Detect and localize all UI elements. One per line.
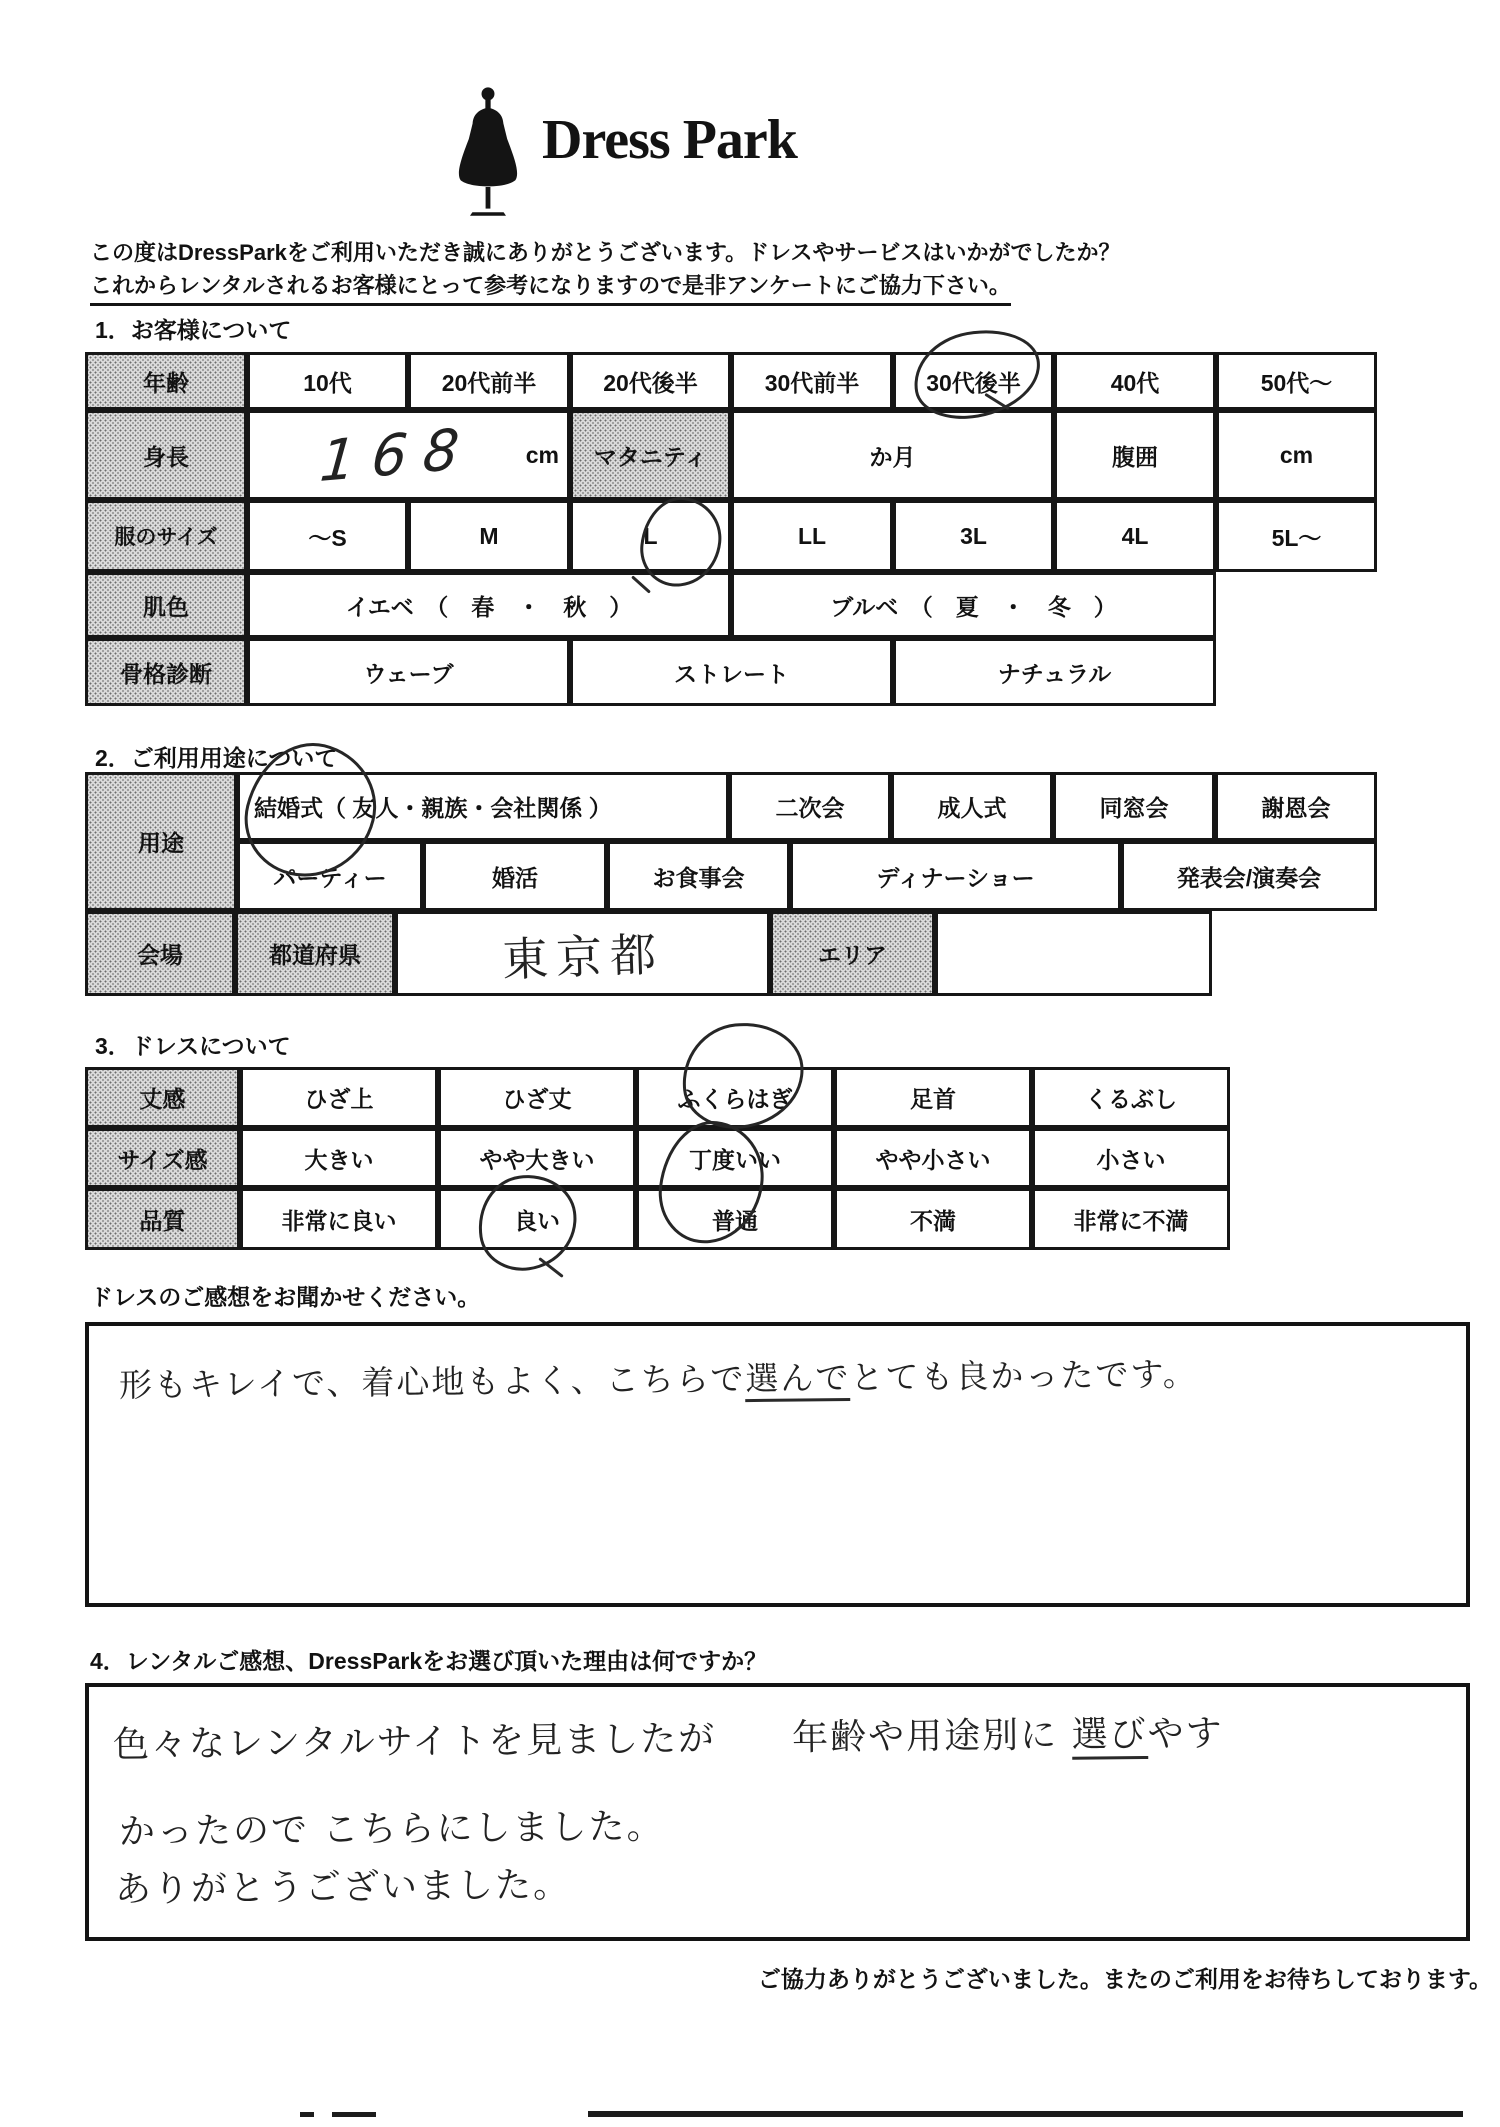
size-option-s: ～S bbox=[247, 500, 408, 572]
purpose-option-konkatsu: 婚活 bbox=[423, 841, 607, 911]
length-option-ankle: 足首 bbox=[834, 1067, 1032, 1128]
intro-line-1: この度はDressParkをご利用いただき誠にありがとうございます。ドレスやサービスはいかがでしたか？ bbox=[90, 240, 1121, 265]
rental-feedback-box bbox=[85, 1683, 1470, 1941]
purpose-option-recital: 発表会/演奏会 bbox=[1121, 841, 1377, 911]
purpose-option-reunion: 同窓会 bbox=[1053, 772, 1215, 841]
length-row-header: 丈感 bbox=[85, 1067, 240, 1128]
height-unit-label: cm bbox=[525, 441, 559, 468]
age-row-header: 年齢 bbox=[85, 352, 247, 410]
age-option-early20s: 20代前半 bbox=[408, 352, 570, 410]
height-value-cell bbox=[247, 410, 570, 500]
fit-option-slightly-big: やや大きい bbox=[438, 1128, 636, 1188]
intro-line-2: これからレンタルされるお客様にとって参考になりますので是非アンケートにご協力下さい。 bbox=[90, 269, 1011, 306]
skin-row bbox=[85, 572, 1377, 638]
prefecture-value-cell bbox=[395, 911, 770, 996]
section4-title: 4．レンタルご感想、DressParkをお選び頂いた理由は何ですか？ bbox=[90, 1648, 768, 1674]
prefecture-handwritten-value: 東京都 bbox=[500, 926, 665, 987]
purpose-option-afterparty: 二次会 bbox=[729, 772, 891, 841]
customer-table bbox=[85, 352, 1377, 706]
purpose-option-dinner: お食事会 bbox=[607, 841, 790, 911]
area-label-cell: エリア bbox=[770, 911, 935, 996]
venue-row-header: 会場 bbox=[85, 911, 235, 996]
rental-line1-part2-underlined: 選び bbox=[1071, 1714, 1147, 1760]
purpose-option-dinner-show: ディナーショー bbox=[790, 841, 1121, 911]
height-row bbox=[85, 410, 1377, 500]
size-row bbox=[85, 500, 1377, 572]
quality-option-good: 良い bbox=[438, 1188, 636, 1250]
rental-line1-part3: やす bbox=[1147, 1713, 1224, 1755]
length-row bbox=[85, 1067, 1230, 1128]
purpose-row-header: 用途 bbox=[85, 772, 237, 911]
maternity-months-cell: か月 bbox=[731, 410, 1054, 500]
age-option-late20s: 20代後半 bbox=[570, 352, 731, 410]
section2-title: 2．ご利用用途について bbox=[95, 745, 338, 771]
skin-option-yellow-base: イエベ （ 春 ・ 秋 ） bbox=[247, 572, 731, 638]
quality-option-unsatisfied: 不満 bbox=[834, 1188, 1032, 1250]
purpose-row-2 bbox=[237, 841, 1377, 911]
rental-line1-part1: 色々なレンタルサイトを見ましたが 年齢や用途別に bbox=[112, 1714, 1072, 1766]
skin-option-blue-base: ブルベ （ 夏 ・ 冬 ） bbox=[731, 572, 1216, 638]
age-option-40s: 40代 bbox=[1054, 352, 1216, 410]
fit-option-big: 大きい bbox=[240, 1128, 438, 1188]
length-option-knee: ひざ丈 bbox=[438, 1067, 636, 1128]
rental-feedback-line2: かったので こちらにしました。 bbox=[118, 1806, 665, 1853]
age-option-late30s: 30代後半 bbox=[893, 352, 1054, 410]
prefecture-label-cell: 都道府県 bbox=[235, 911, 395, 996]
waist-unit-cell: cm bbox=[1216, 410, 1377, 500]
age-option-early30s: 30代前半 bbox=[731, 352, 893, 410]
age-option-50s: 50代～ bbox=[1216, 352, 1377, 410]
age-row bbox=[85, 352, 1377, 410]
quality-row-header: 品質 bbox=[85, 1188, 240, 1250]
quality-option-average: 普通 bbox=[636, 1188, 834, 1250]
brand-logo bbox=[440, 86, 797, 216]
fit-option-just-right: 丁度いい bbox=[636, 1128, 834, 1188]
section3-title: 3．ドレスについて bbox=[95, 1033, 291, 1059]
rental-feedback-line3: ありがとうございました。 bbox=[114, 1864, 572, 1911]
scan-artifact-line bbox=[588, 2111, 1463, 2117]
maternity-label-cell: マタニティ bbox=[570, 410, 731, 500]
quality-option-very-good: 非常に良い bbox=[240, 1188, 438, 1250]
waist-label-cell: 腹囲 bbox=[1054, 410, 1216, 500]
frame-row bbox=[85, 638, 1377, 706]
frame-row-header: 骨格診断 bbox=[85, 638, 247, 706]
area-value-cell bbox=[935, 911, 1212, 996]
quality-option-very-unsatisfied: 非常に不満 bbox=[1032, 1188, 1230, 1250]
scan-artifact-dash-2 bbox=[332, 2112, 376, 2117]
size-row-header: 服のサイズ bbox=[85, 500, 247, 572]
dress-feedback-part3: とても良かったです。 bbox=[850, 1354, 1198, 1397]
height-row-header: 身長 bbox=[85, 410, 247, 500]
dress-feedback-box bbox=[85, 1322, 1470, 1607]
dress-feedback-prompt: ドレスのご感想をお聞かせください。 bbox=[90, 1284, 481, 1310]
length-option-calf: ふくらはぎ bbox=[636, 1067, 834, 1128]
purpose-option-coming-of-age: 成人式 bbox=[891, 772, 1053, 841]
dress-mannequin-icon bbox=[440, 86, 536, 216]
rental-feedback-line1 bbox=[113, 1705, 1224, 1768]
purpose-option-thanks-party: 謝恩会 bbox=[1215, 772, 1377, 841]
fit-option-slightly-small: やや小さい bbox=[834, 1128, 1032, 1188]
length-option-anklebone: くるぶし bbox=[1032, 1067, 1230, 1128]
height-handwritten-value: 168 bbox=[317, 415, 478, 495]
size-option-ll: LL bbox=[731, 500, 893, 572]
skin-row-header: 肌色 bbox=[85, 572, 247, 638]
length-option-above-knee: ひざ上 bbox=[240, 1067, 438, 1128]
frame-option-straight: ストレート bbox=[570, 638, 893, 706]
size-option-5l: 5L～ bbox=[1216, 500, 1377, 572]
size-option-l: L bbox=[570, 500, 731, 572]
dress-feedback-part1: 形もキレイで、着心地もよく、こちらで bbox=[118, 1359, 746, 1405]
section1-title: 1．お客様について bbox=[95, 317, 292, 343]
venue-row bbox=[85, 911, 1377, 996]
purpose-option-party: パーティー bbox=[237, 841, 423, 911]
frame-option-natural: ナチュラル bbox=[893, 638, 1216, 706]
purpose-row-1 bbox=[237, 772, 1377, 841]
quality-row bbox=[85, 1188, 1230, 1250]
size-option-4l: 4L bbox=[1054, 500, 1216, 572]
dress-feedback-handwritten-answer bbox=[119, 1348, 1198, 1406]
frame-option-wave: ウェーブ bbox=[247, 638, 570, 706]
purpose-option-wedding: 結婚式（ 友人・親族・会社関係 ） bbox=[237, 772, 729, 841]
dress-table bbox=[85, 1067, 1230, 1250]
dress-feedback-part2-underlined: 選んで bbox=[745, 1358, 850, 1402]
size-option-m: M bbox=[408, 500, 570, 572]
size-option-3l: 3L bbox=[893, 500, 1054, 572]
scan-artifact-dash-1 bbox=[300, 2112, 314, 2117]
age-option-10s: 10代 bbox=[247, 352, 408, 410]
brand-name: Dress Park bbox=[542, 109, 797, 171]
fit-option-small: 小さい bbox=[1032, 1128, 1230, 1188]
fit-row-header: サイズ感 bbox=[85, 1128, 240, 1188]
fit-row bbox=[85, 1128, 1230, 1188]
footer-thanks: ご協力ありがとうございました。またのご利用をお待ちしております。 bbox=[757, 1966, 1492, 1992]
